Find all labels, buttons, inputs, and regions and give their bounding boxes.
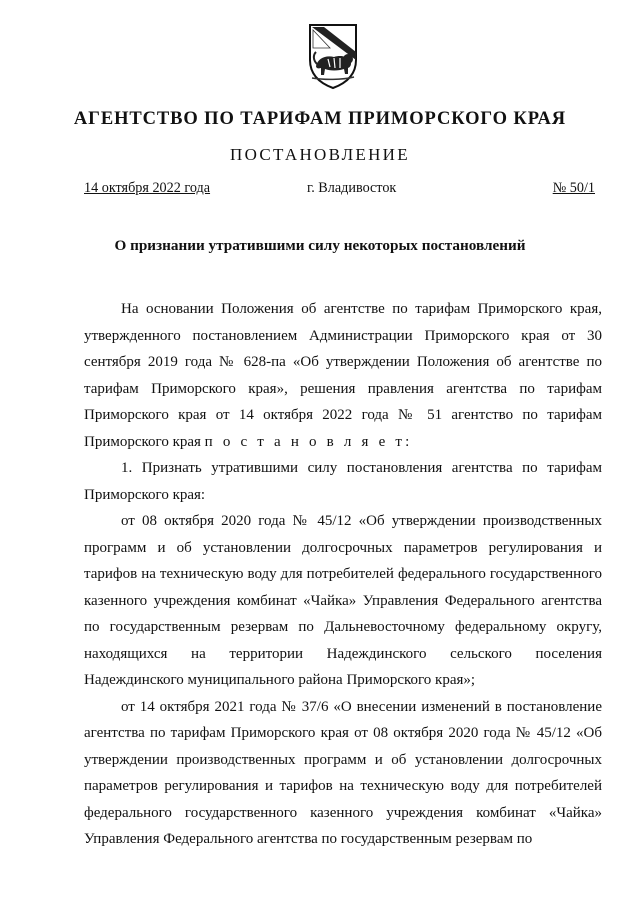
document-title: О признании утратившими силу некоторых постановлений — [114, 237, 526, 254]
document-type: ПОСТАНОВЛЕНИЕ — [230, 145, 410, 164]
agency-name: АГЕНТСТВО ПО ТАРИФАМ ПРИМОРСКОГО КРАЯ — [73, 109, 567, 129]
resolves-verb: п о с т а н о в л я е т: — [204, 433, 413, 450]
paragraph-item-1: 1. Признать утратившими силу постановления агентства по тарифам Приморского края: — [84, 460, 602, 503]
paragraph-resolution-45-12: от 08 октября 2020 года № 45/12 «Об утверждении производственных программ и об установлении долгосрочных параметров регулирования и тарифов на техническую воду для потребителей федерального государственного казенного учреждения комбинат «Чайка» Управления Федерального агентства по государственным резервам по Дальневосточному федеральному округу, находящихся на территории Надеждинского сельского поселения Надеждинского муниципального района Приморского края»; — [84, 513, 602, 688]
document-body — [84, 296, 602, 853]
paragraph-basis — [84, 296, 602, 455]
document-number: № 50/1 — [552, 180, 595, 196]
document-date: 14 октября 2022 года — [84, 180, 211, 196]
coat-of-arms-icon — [304, 22, 362, 90]
paragraph-resolution-37-6: от 14 октября 2021 года № 37/6 «О внесении изменений в постановление агентства по тарифам Приморского края от 08 октября 2020 года № 45/12 «Об утверждении производственных программ и об установлении долгосрочных параметров регулирования и тарифов на техническую воду для потребителей федерального государственного казенного учреждения комбинат «Чайка» Управления Федерального агентства по государственным резервам по — [84, 698, 602, 847]
document-city: г. Владивосток — [307, 180, 397, 196]
paragraph-basis-text: На основании Положения об агентстве по тарифам Приморского края, утвержденного постановлением Администрации Приморского края от 30 сентября 2019 года № 628-па «Об утверждении Положения об агентстве по тарифам Приморского края», решения правления агентства по тарифам Приморского края от 14 октября 2022 года № 51 агентство по тарифам Приморского края — [84, 301, 602, 450]
